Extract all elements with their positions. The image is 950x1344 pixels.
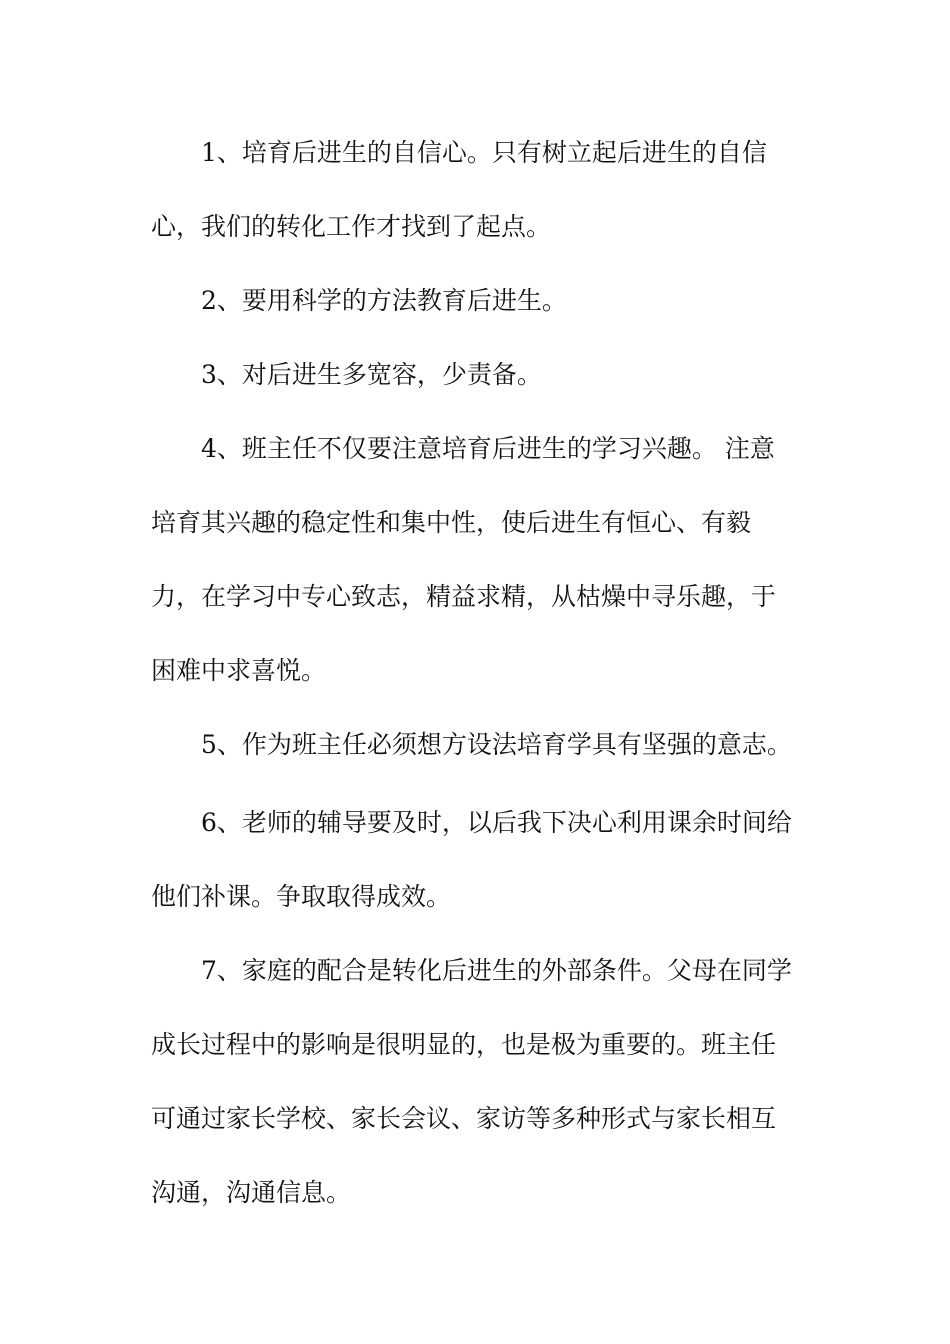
paragraph-4-line-4: 困难中求喜悦。 xyxy=(151,656,327,685)
paragraph-7-line-1: 7、家庭的配合是转化后进生的外部条件。父母在同学 xyxy=(201,956,792,985)
paragraph-1-line-1: 1、培育后进生的自信心。只有树立起后进生的自信 xyxy=(201,138,767,167)
paragraph-7-line-4: 沟通，沟通信息。 xyxy=(151,1178,352,1207)
paragraph-2-line-1: 2、要用科学的方法教育后进生。 xyxy=(201,286,567,315)
paragraph-1-line-2: 心，我们的转化工作才找到了起点。 xyxy=(151,212,552,241)
paragraph-3-line-1: 3、对后进生多宽容，少责备。 xyxy=(201,360,542,389)
paragraph-4-line-3: 力，在学习中专心致志，精益求精，从枯燥中寻乐趣，于 xyxy=(151,582,777,611)
paragraph-4-line-1: 4、班主任不仅要注意培育后进生的学习兴趣。 注意 xyxy=(201,434,775,463)
paragraph-4-line-2: 培育其兴趣的稳定性和集中性，使后进生有恒心、有毅 xyxy=(151,508,752,537)
paragraph-7-line-2: 成长过程中的影响是很明显的，也是极为重要的。班主任 xyxy=(151,1030,777,1059)
paragraph-6-line-1: 6、老师的辅导要及时，以后我下决心利用课余时间给 xyxy=(201,808,792,837)
paragraph-5-line-1: 5、作为班主任必须想方设法培育学具有坚强的意志。 xyxy=(201,730,792,759)
paragraph-6-line-2: 他们补课。争取取得成效。 xyxy=(151,882,452,911)
paragraph-7-line-3: 可通过家长学校、家长会议、家访等多种形式与家长相互 xyxy=(151,1104,777,1133)
